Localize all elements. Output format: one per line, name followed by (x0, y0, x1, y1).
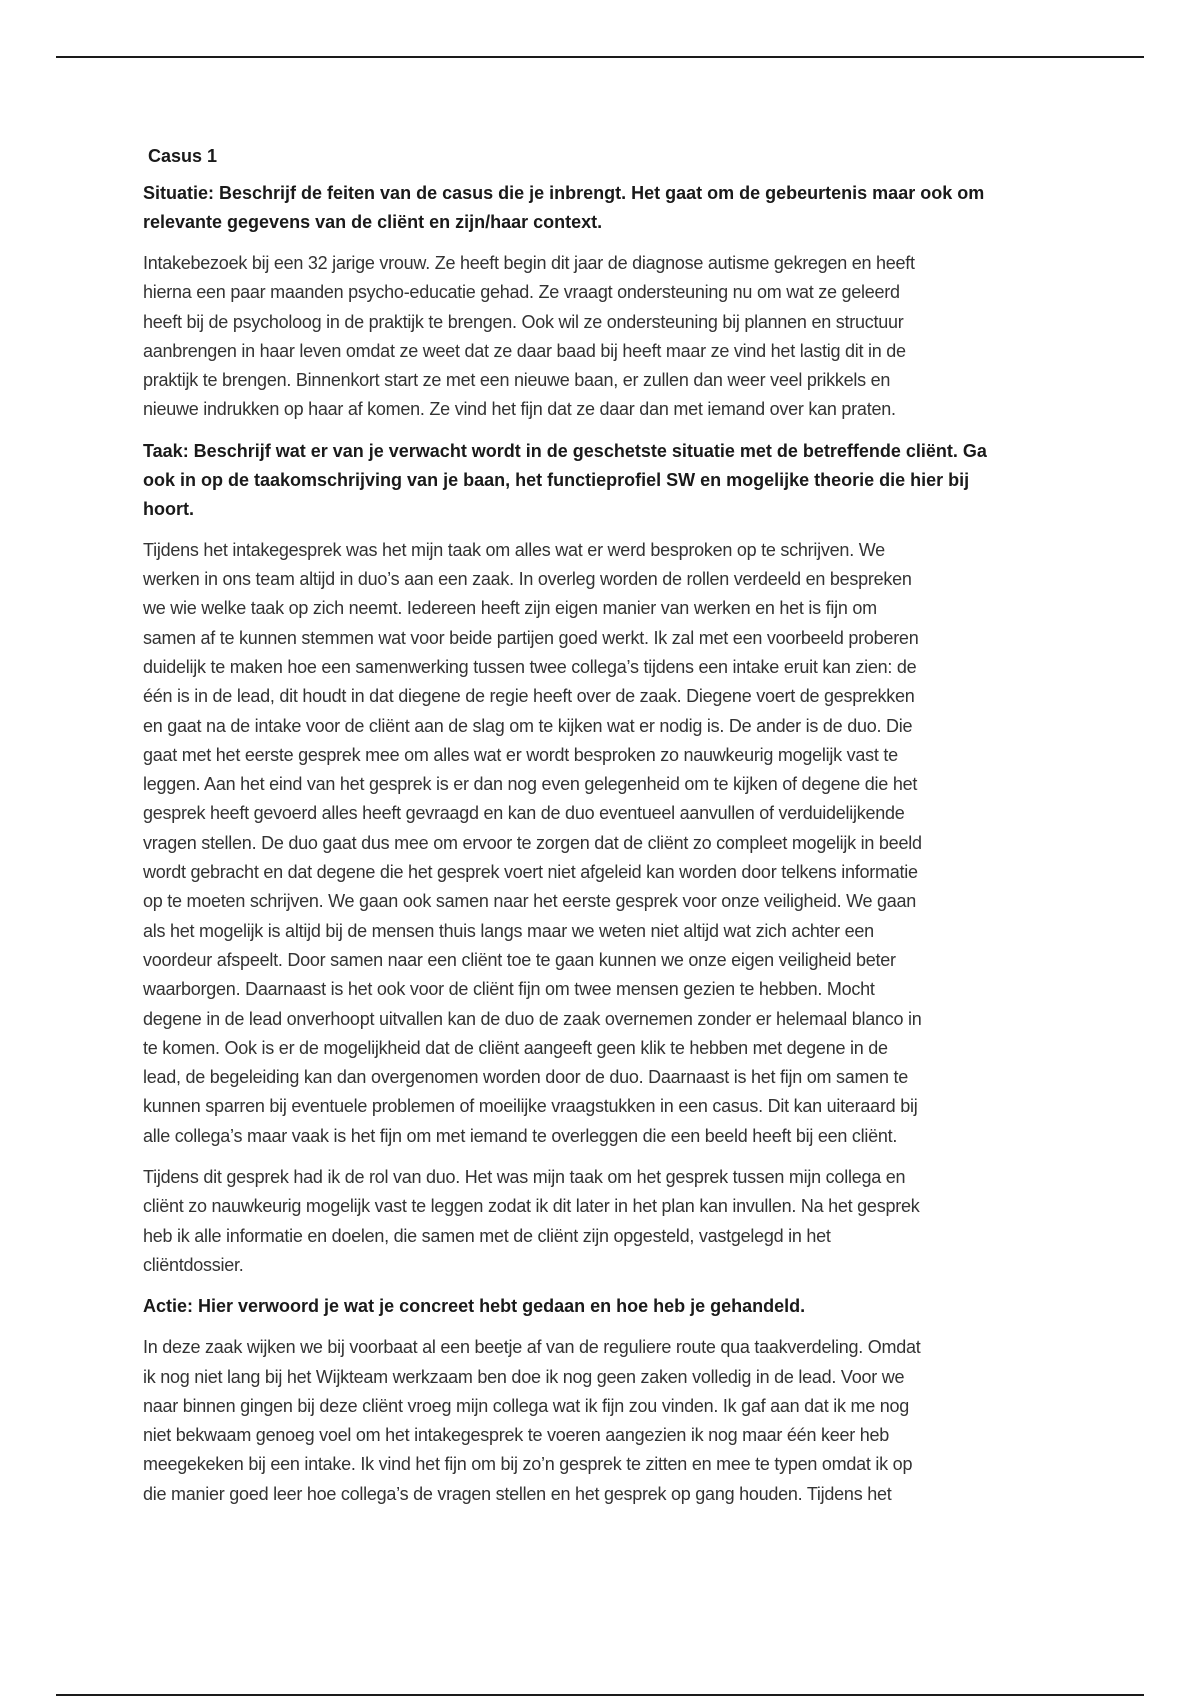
text-line: meegekeken bij een intake. Ik vind het fijn om bij zo’n gesprek te zitten en mee te typen omdat ik op (143, 1454, 913, 1475)
text-line: degene in de lead onverhoopt uitvallen kan de duo de zaak overnemen zonder er helemaal blanco in (143, 1008, 922, 1029)
text-line: heb ik alle informatie en doelen, die samen met de cliënt zijn opgesteld, vastgelegd in het (143, 1225, 831, 1246)
text-line: ook in op de taakomschrijving van je baan, het functieprofiel SW en mogelijke theorie die hier bij (143, 469, 970, 490)
text-line: heeft bij de psycholoog in de praktijk te brengen. Ook wil ze ondersteuning bij plannen en structuur (143, 311, 904, 332)
text-line: Tijdens dit gesprek had ik de rol van duo. Het was mijn taak om het gesprek tussen mijn collega en (143, 1167, 906, 1188)
section-heading (143, 1292, 1063, 1321)
text-line: praktijk te brengen. Binnenkort start ze met een nieuwe baan, er zullen dan weer veel prikkels en (143, 370, 891, 391)
text-line: hierna een paar maanden psycho-educatie gehad. Ze vraagt ondersteuning nu om wat ze geleerd (143, 282, 900, 303)
text-line: wordt gebracht en dat degene die het gesprek voert niet afgeleid kan worden door telkens informatie (143, 862, 918, 883)
text-line: cliënt zo nauwkeurig mogelijk vast te leggen zodat ik dit later in het plan kan invullen. Na het gesprek (143, 1196, 920, 1217)
document-sections (143, 179, 1063, 1509)
text-line: die manier goed leer hoe collega’s de vragen stellen en het gesprek op gang houden. Tijdens het (143, 1483, 892, 1504)
document-body (143, 141, 1063, 1521)
text-line: naar binnen gingen bij deze cliënt vroeg mijn collega wat ik fijn zou vinden. Ik gaf aan dat ik me nog (143, 1395, 909, 1416)
body-paragraph (143, 249, 1063, 425)
text-line: gesprek heeft gevoerd alles heeft gevraagd en kan de duo eventueel aanvullen of verduidelijkende (143, 803, 905, 824)
text-line: aanbrengen in haar leven omdat ze weet dat ze daar baad bij heeft maar ze vind het lastig dit in de (143, 340, 906, 361)
text-line: Actie: Hier verwoord je wat je concreet hebt gedaan en hoe heb je gehandeld. (143, 1296, 806, 1317)
text-line: leggen. Aan het eind van het gesprek is er dan nog even gelegenheid om te kijken of degene die het (143, 774, 918, 795)
text-line: Tijdens het intakegesprek was het mijn taak om alles wat er werd besproken op te schrijven. We (143, 539, 885, 560)
header-rule (56, 56, 1144, 58)
text-line: ik nog niet lang bij het Wijkteam werkzaam ben doe ik nog geen zaken volledig in de lead. Voor we (143, 1366, 905, 1387)
text-line: hoort. (143, 498, 194, 519)
text-line: vragen stellen. De duo gaat dus mee om ervoor te zorgen dat de cliënt zo compleet mogelijk in beeld (143, 832, 922, 853)
text-line: we wie welke taak op zich neemt. Iedereen heeft zijn eigen manier van werken en het is fijn om (143, 598, 877, 619)
text-line: één is in de lead, dit houdt in dat diegene de regie heeft over de zaak. Diegene voert de gesprekken (143, 686, 915, 707)
text-line: voordeur afspeelt. Door samen naar een cliënt toe te gaan kunnen we onze eigen veiligheid beter (143, 949, 896, 970)
text-line: Intakebezoek bij een 32 jarige vrouw. Ze heeft begin dit jaar de diagnose autisme gekregen en heeft (143, 253, 915, 273)
text-line: nieuwe indrukken op haar af komen. Ze vind het fijn dat ze daar dan met iemand over kan praten. (143, 399, 896, 420)
text-line: lead, de begeleiding kan dan overgenomen worden door de duo. Daarnaast is het fijn om samen te (143, 1067, 909, 1088)
section-heading (143, 437, 1063, 524)
document-title: Casus 1 (148, 146, 218, 166)
text-line: als het mogelijk is altijd bij de mensen thuis langs maar we weten niet altijd wat zich achter een (143, 920, 874, 941)
body-paragraph (143, 536, 1063, 1151)
text-line: cliëntdossier. (143, 1254, 244, 1275)
text-line: en gaat na de intake voor de cliënt aan de slag om te kijken wat er nodig is. De ander is de duo. Die (143, 715, 913, 736)
text-line: op te moeten schrijven. We gaan ook samen naar het eerste gesprek voor onze veiligheid. We gaan (143, 891, 917, 912)
footer-rule (56, 1694, 1144, 1696)
body-paragraph (143, 1333, 1063, 1509)
text-line: In deze zaak wijken we bij voorbaat al een beetje af van de reguliere route qua taakverdeling. Omdat (143, 1337, 921, 1358)
text-line: duidelijk te maken hoe een samenwerking tussen twee collega’s tijdens een intake eruit kan zien: de (143, 656, 917, 677)
text-line: relevante gegevens van de cliënt en zijn/haar context. (143, 212, 603, 232)
text-line: kunnen sparren bij eventuele problemen of moeilijke vraagstukken in een casus. Dit kan uiteraard bij (143, 1096, 918, 1117)
text-line: gaat met het eerste gesprek mee om alles wat er wordt besproken zo nauwkeurig mogelijk vast te (143, 744, 898, 765)
text-line: waarborgen. Daarnaast is het ook voor de cliënt fijn om twee mensen gezien te hebben. Mocht (143, 979, 875, 1000)
text-line: werken in ons team altijd in duo’s aan een zaak. In overleg worden de rollen verdeeld en bespreken (143, 569, 912, 590)
section-heading (143, 179, 1063, 237)
body-paragraph (143, 1163, 1063, 1280)
text-line: te komen. Ook is er de mogelijkheid dat de cliënt aangeeft geen klik te hebben met degene in de (143, 1037, 888, 1058)
text-line: niet bekwaam genoeg voel om het intakegesprek te voeren aangezien ik nog maar één keer heb (143, 1425, 889, 1446)
text-line: Taak: Beschrijf wat er van je verwacht wordt in de geschetste situatie met de betreffende cliënt. Ga (143, 440, 987, 461)
text-line: samen af te kunnen stemmen wat voor beide partijen goed werkt. Ik zal met een voorbeeld proberen (143, 627, 919, 648)
text-line: alle collega’s maar vaak is het fijn om met iemand te overleggen die een beeld heeft bij een cliënt. (143, 1125, 898, 1146)
text-line: Situatie: Beschrijf de feiten van de casus die je inbrengt. Het gaat om de gebeurtenis maar ook om (143, 183, 985, 203)
